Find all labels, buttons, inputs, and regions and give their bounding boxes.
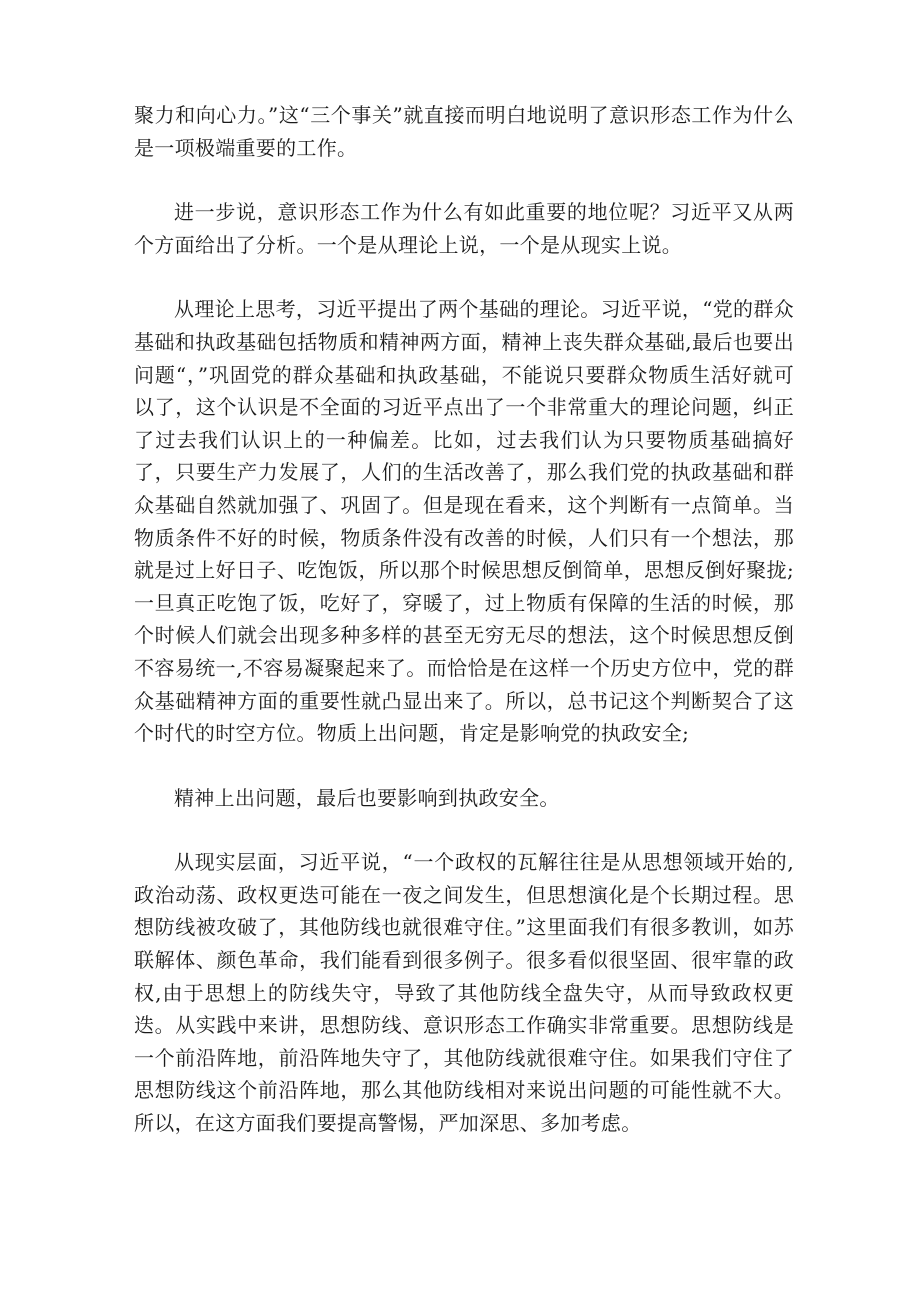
document-body [134, 99, 794, 1172]
paragraph-spirit: 精神上出问题，最后也要影响到执政安全。 [174, 785, 560, 810]
paragraph-theory: 从理论上思考，习近平提出了两个基础的理论。习近平说，“党的群众基础和执政基础包括物质和精神两方面，精神上丧失群众基础,最后也要出问题“，”巩固党的群众基础和执政基础，不能说只要群众物质生活好就可以了，这个认识是不全面的习近平点出了一个非常重大的理论问题，纠正了过去我们认识上的一种偏差。比如，过去我们认为只要物质基础搞好了，只要生产力发展了，人们的生活改善了，那么我们党的执政基础和群众基础自然就加强了、巩固了。但是现在看来，这个判断有一点简单。当物质条件不好的时候，物质条件没有改善的时候，人们只有一个想法，那就是过上好日子、吃饱饭，所以那个时候思想反倒简单，思想反倒好聚拢;一旦真正吃饱了饭，吃好了，穿暖了，过上物质有保障的生活的时候，那个时候人们就会出现多种多样的甚至无穷无尽的想法，这个时候思想反倒不容易统一,不容易凝聚起来了。而恰恰是在这样一个历史方位中，党的群众基础精神方面的重要性就凸显出来了。所以，总书记这个判断契合了这个时代的时空方位。物质上出问题，肯定是影响党的执政安全; [134, 297, 794, 746]
paragraph-importance-question: 进一步说，意识形态工作为什么有如此重要的地位呢？习近平又从两个方面给出了分析。一个是从理论上说，一个是从现实上说。 [134, 200, 794, 257]
paragraph-continuation: 聚力和向心力。”这“三个事关”就直接而明白地说明了意识形态工作为什么是一项极端重要的工作。 [134, 103, 794, 160]
paragraph-reality: 从现实层面，习近平说，“一个政权的瓦解往往是从思想领域开始的,政治动荡、政权更迭可能在一夜之间发生，但思想演化是个长期过程。思想防线被攻破了，其他防线也就很难守住。”这里面我们有很多教训，如苏联解体、颜色革命，我们能看到很多例子。很多看似很坚固、很牢靠的政权,由于思想上的防线失守，导致了其他防线全盘失守，从而导致政权更迭。从实践中来讲，思想防线、意识形态工作确实非常重要。思想防线是一个前沿阵地，前沿阵地失守了，其他防线就很难守住。如果我们守住了思想防线这个前沿阵地，那么其他防线相对来说出问题的可能性就不大。所以，在这方面我们要提高警惕，严加深思、多加考虑。 [134, 850, 794, 1136]
